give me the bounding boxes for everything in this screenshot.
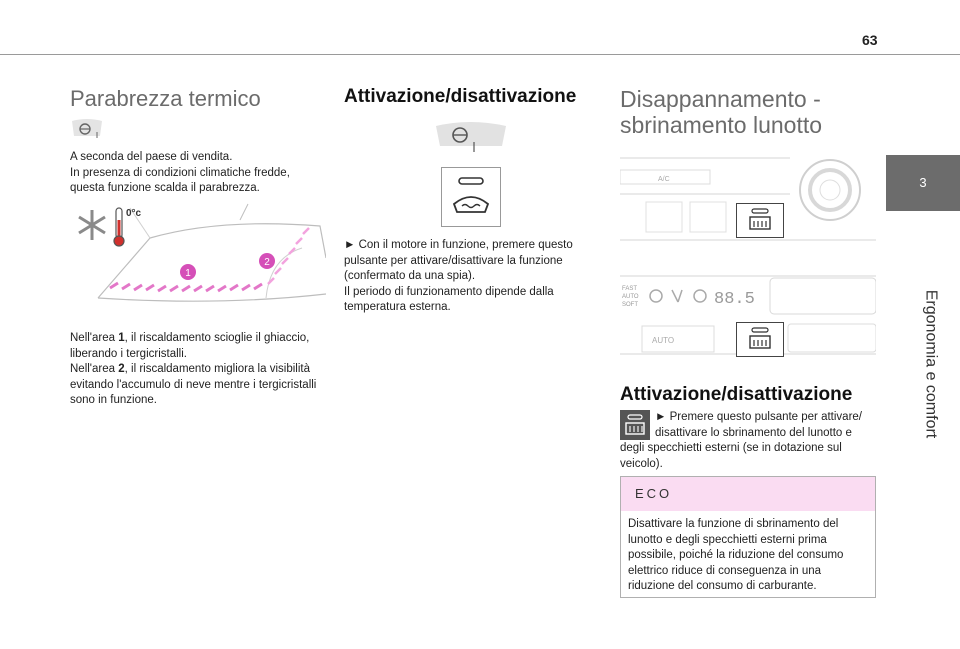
- text-line: pulsante per attivare/disattivare la funzione: [344, 254, 563, 267]
- rear-window-defrost-icon: [620, 410, 650, 440]
- zone-ref: 2: [118, 363, 125, 375]
- zone-1-number: 1: [185, 268, 191, 279]
- heated-windscreen-indicator-icon: [432, 120, 508, 154]
- eco-text: [628, 517, 868, 595]
- snowflake-icon: [79, 210, 105, 240]
- fast-label: FAST: [622, 286, 638, 292]
- text-span: , il riscaldamento migliora la visibilità: [124, 363, 310, 375]
- text-line: ► Premere questo pulsante per attivare/: [655, 411, 862, 423]
- rear-defrost-button-auto[interactable]: [736, 322, 784, 357]
- text-line: A seconda del paese di vendita.: [70, 151, 233, 163]
- eco-note-box: [620, 476, 876, 598]
- heated-windscreen-button[interactable]: [441, 167, 501, 227]
- chapter-number: 3: [919, 175, 927, 190]
- text-line: temperatura esterna.: [344, 301, 451, 313]
- section-title-heated-windscreen: Parabrezza termico: [70, 86, 261, 111]
- ac-label: A/C: [658, 176, 670, 183]
- heating-zone-2: [268, 228, 309, 284]
- subsection-title-activation: Attivazione/disattivazione: [620, 384, 853, 405]
- rear-window-defrost-icon: [737, 204, 783, 237]
- section-title-defrost: [620, 86, 822, 138]
- auto-label: AUTO: [652, 336, 675, 345]
- chapter-label: Ergonomia e comfort: [922, 289, 940, 439]
- text-line: evitando l'accumulo di neve mentre i tergicristalli: [70, 378, 317, 391]
- rear-window-defrost-icon: [737, 323, 783, 356]
- text-line: liberando i tergicristalli.: [70, 347, 187, 360]
- text-span: Nell'area: [70, 332, 119, 344]
- thermometer-icon: [114, 208, 124, 246]
- text-line: sono in funzione.: [70, 394, 157, 406]
- title-line: Disappannamento -: [620, 86, 821, 112]
- rear-defrost-button[interactable]: [736, 203, 784, 238]
- text-line: possibile, poiché la riduzione del consumo: [628, 549, 844, 561]
- text-line: In presenza di condizioni climatiche fredde,: [70, 166, 290, 179]
- text-line: Disattivare la funzione di sbrinamento del: [628, 518, 839, 530]
- temperature-label: 0°c: [126, 208, 142, 219]
- title-line: sbrinamento lunotto: [620, 112, 823, 138]
- windscreen-figure: [70, 198, 326, 316]
- text-line: (confermato da una spia).: [344, 270, 476, 282]
- text-span: , il riscaldamento scioglie il ghiaccio,: [124, 332, 310, 344]
- text-line: [70, 362, 335, 378]
- auto-mode-label: AUTO: [622, 294, 639, 300]
- text-line: veicolo).: [620, 457, 663, 470]
- soft-label: SOFT: [622, 302, 638, 308]
- rear-defrost-symbol: [620, 410, 650, 440]
- text-line: degli specchietti esterni (se in dotazione sul: [620, 442, 842, 454]
- text-line: questa funzione scalda il parabrezza.: [70, 182, 260, 194]
- text-span: Nell'area: [70, 363, 119, 375]
- zone-2-number: 2: [264, 257, 270, 268]
- text-line: disattivare lo sbrinamento del lunotto e: [655, 426, 852, 439]
- rear-defrost-paragraph-lead: [655, 410, 875, 441]
- text-line: elettrico riduce di conseguenza in una: [628, 564, 822, 577]
- rear-defrost-paragraph-rest: [620, 441, 875, 472]
- section-title-activation: Attivazione/disattivazione: [344, 86, 577, 107]
- intro-paragraph: [70, 150, 330, 197]
- zones-paragraph: [70, 331, 335, 409]
- temperature-display: 88.5: [714, 290, 755, 309]
- heated-windscreen-icon: [70, 118, 104, 140]
- zone-ref: 1: [118, 332, 125, 344]
- text-line: riduzione del consumo di carburante.: [628, 580, 817, 592]
- text-line: lunotto e degli specchietti esterni prima: [628, 533, 827, 546]
- text-line: ► Con il motore in funzione, premere questo: [344, 239, 573, 251]
- heating-zone-1: [110, 283, 262, 291]
- windscreen-defrost-icon: [442, 168, 500, 226]
- text-line: Il periodo di funzionamento dipende dalla: [344, 285, 554, 298]
- header-rule: [0, 54, 960, 55]
- eco-note-header: [621, 477, 875, 511]
- eco-title: ECO: [635, 486, 673, 501]
- activation-paragraph: [344, 238, 584, 316]
- page-number: 63: [862, 32, 878, 48]
- text-line: [70, 331, 335, 347]
